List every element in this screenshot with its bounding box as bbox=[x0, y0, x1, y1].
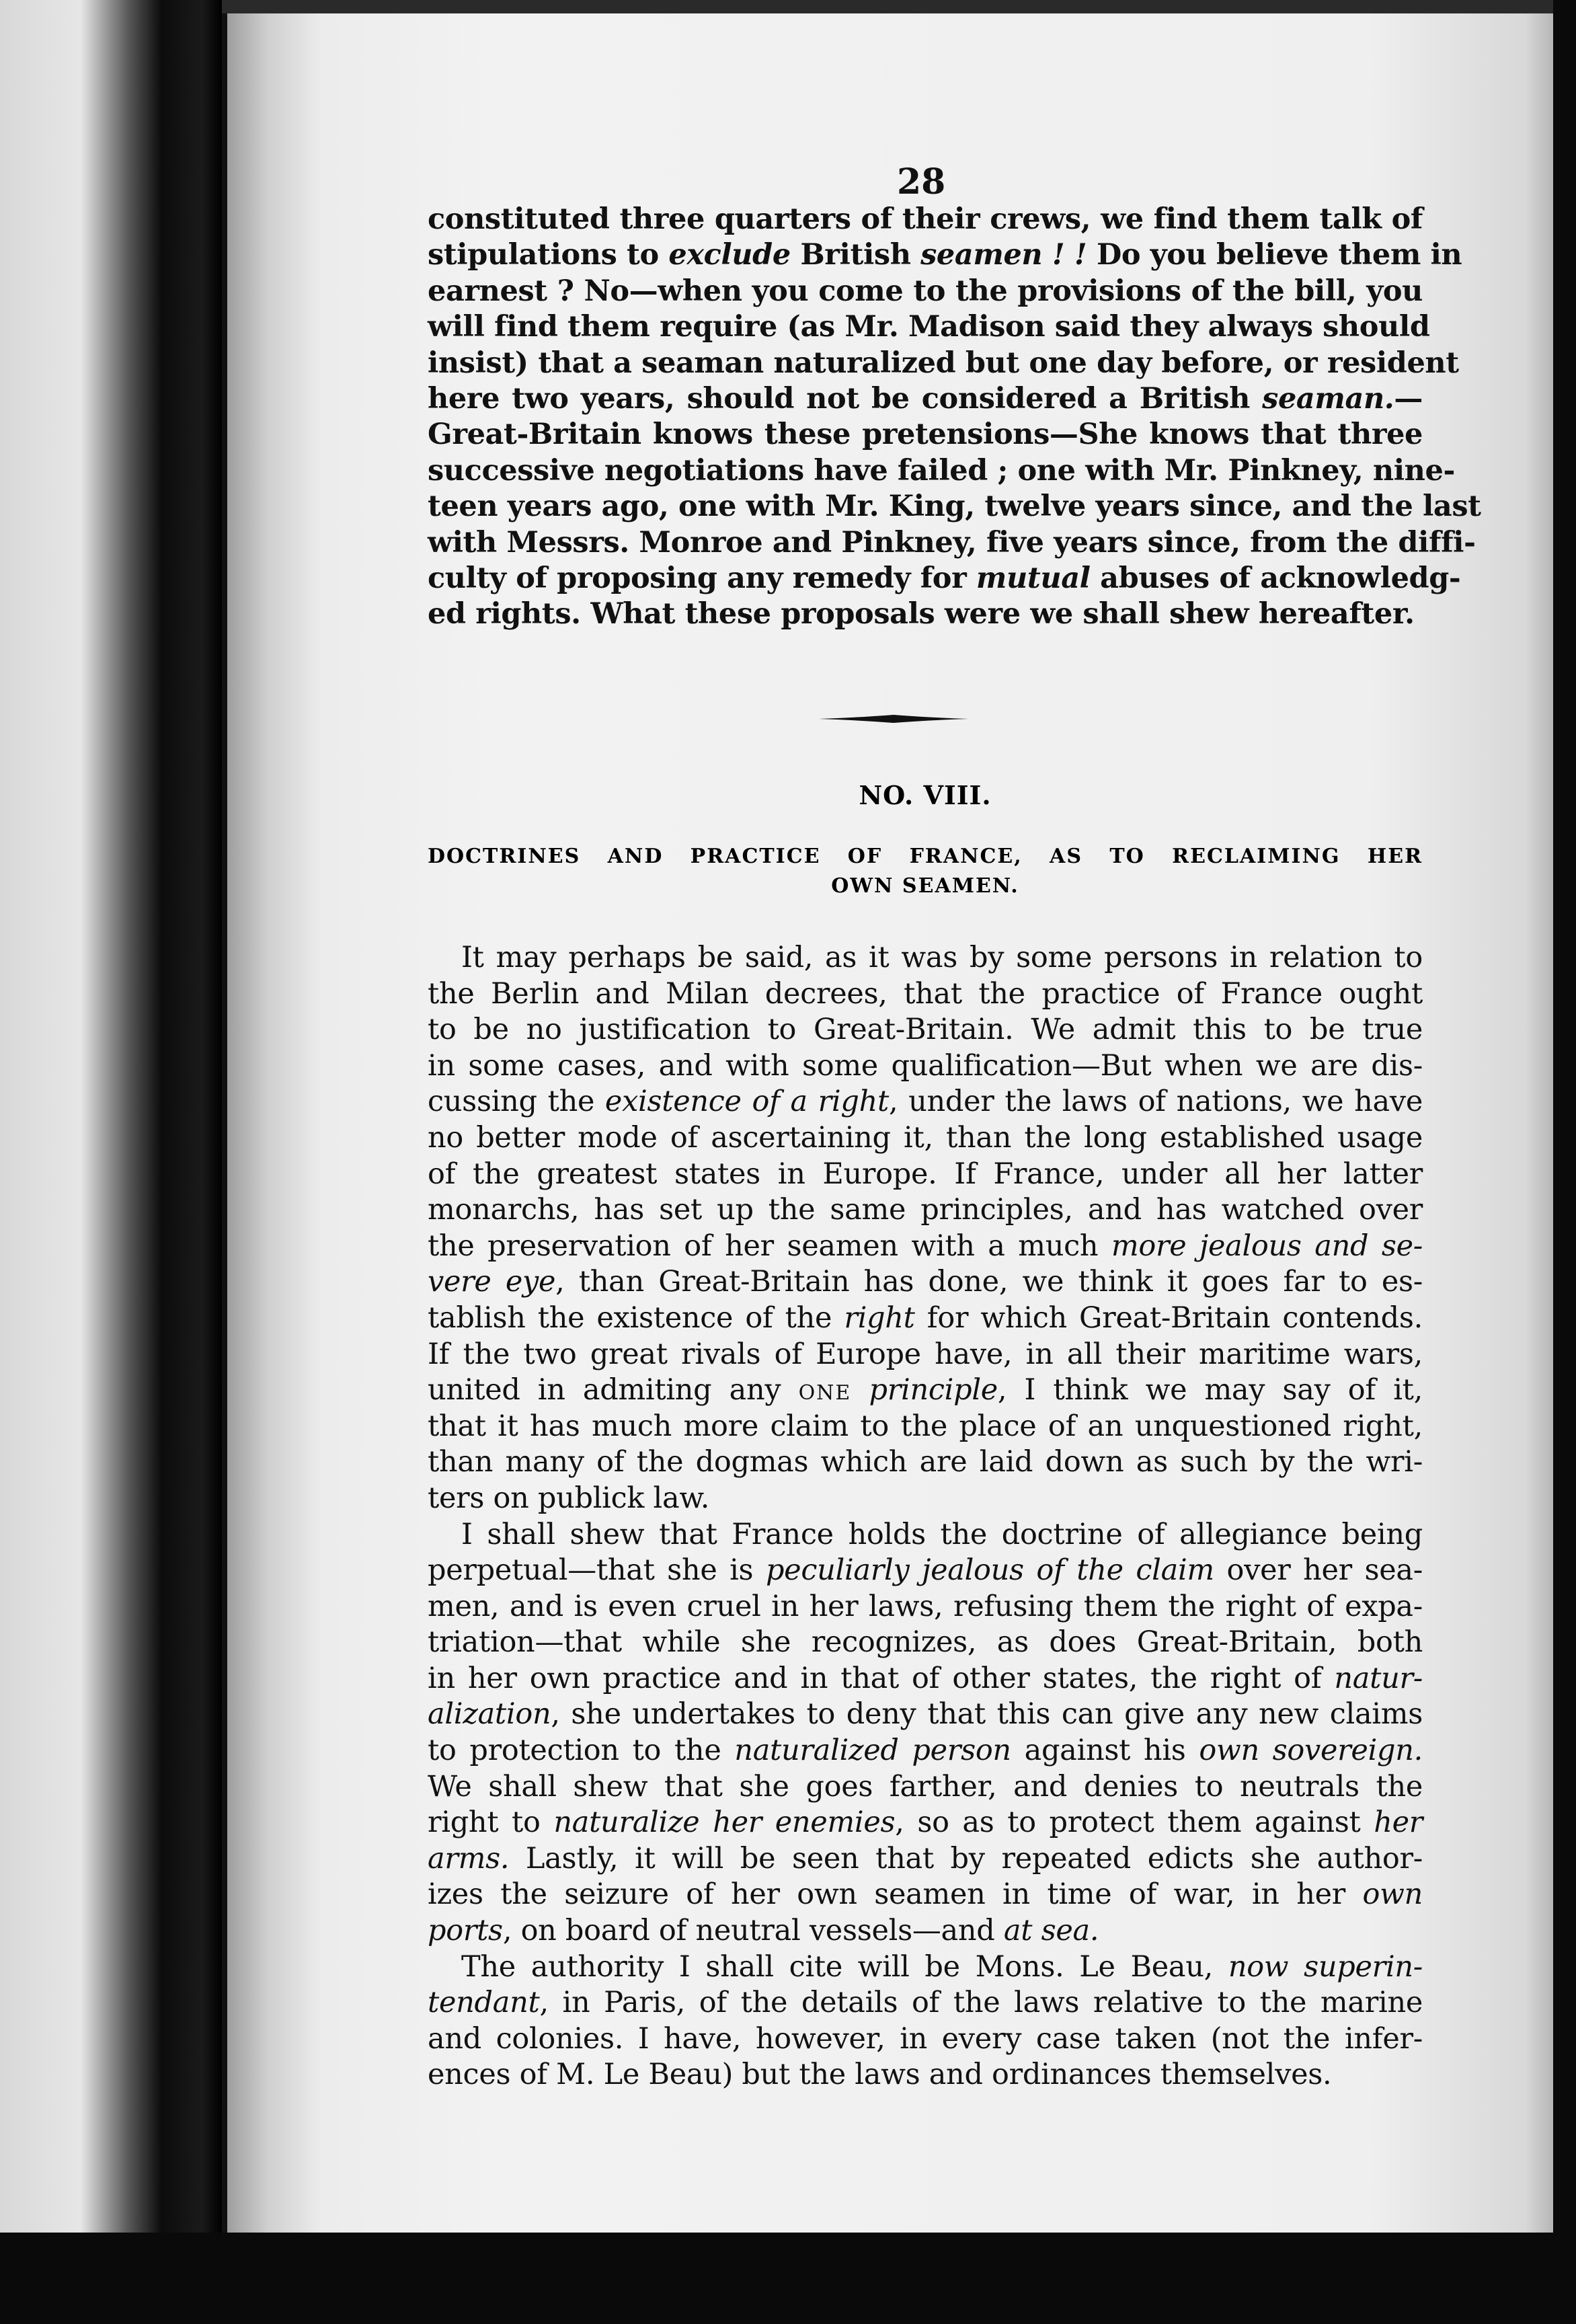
text-line bbox=[428, 1553, 1423, 1589]
text-line bbox=[428, 1841, 1423, 1877]
text-run: united in admiting any bbox=[428, 1373, 799, 1407]
text-line bbox=[428, 1877, 1423, 1913]
section-number-heading: NO. VIII. bbox=[859, 780, 992, 810]
text-line bbox=[428, 1048, 1423, 1085]
text-run: ters on publick law. bbox=[428, 1481, 710, 1515]
italic-text: alization bbox=[428, 1697, 551, 1732]
text-line bbox=[428, 1120, 1423, 1157]
italic-text: right bbox=[844, 1301, 915, 1335]
right-margin-edge bbox=[1553, 0, 1576, 2324]
text-run: , on board of neutral vessels—and bbox=[502, 1914, 1004, 1948]
text-run: , in Paris, of the details of the laws relative to the marine bbox=[539, 1986, 1423, 2020]
italic-text: existence of a right bbox=[604, 1085, 889, 1119]
text-run: , she undertakes to deny that this can give any new claims bbox=[551, 1697, 1423, 1732]
book-gutter bbox=[0, 0, 222, 2324]
text-line bbox=[428, 1913, 1423, 1949]
bottom-margin-edge bbox=[0, 2233, 1576, 2324]
section-divider-rule bbox=[819, 714, 968, 724]
text-line bbox=[428, 1409, 1423, 1445]
text-line bbox=[428, 1301, 1423, 1337]
small-caps-text: one bbox=[798, 1373, 852, 1407]
text-run: will find them require (as Mr. Madison said they always should bbox=[428, 310, 1430, 344]
text-run: Do you believe them in bbox=[1087, 238, 1462, 272]
italic-text: tendant bbox=[428, 1986, 540, 2020]
text-line bbox=[428, 561, 1461, 596]
text-run: in her own practice and in that of other states, the right of bbox=[428, 1661, 1335, 1695]
text-run: perpetual—that she is bbox=[428, 1553, 766, 1588]
text-run: , than Great-Britain has done, we think it goes far to es- bbox=[555, 1265, 1423, 1299]
section-title-line-1: DOCTRINES AND PRACTICE OF FRANCE, AS TO RECLAIMING HER bbox=[428, 845, 1423, 868]
text-line bbox=[428, 2057, 1423, 2093]
text-run: and colonies. I have, however, in every case taken (not the infer- bbox=[428, 2021, 1423, 2056]
text-run: the preservation of her seamen with a much bbox=[428, 1229, 1111, 1263]
text-run: teen years ago, one with Mr. King, twelve years since, and the last bbox=[428, 490, 1481, 524]
page-number: 28 bbox=[897, 161, 946, 202]
italic-text: own bbox=[1362, 1877, 1423, 1912]
text-run: I shall shew that France holds the doctrine of allegiance being bbox=[461, 1517, 1423, 1551]
italic-text: her bbox=[1374, 1806, 1423, 1840]
text-run: in some cases, and with some qualification—But when we are dis- bbox=[428, 1048, 1423, 1083]
text-line bbox=[428, 1769, 1423, 1806]
text-line bbox=[428, 346, 1459, 381]
text-line bbox=[428, 1949, 1423, 1986]
italic-text: naturalize her enemies bbox=[553, 1806, 896, 1840]
italic-text: principle bbox=[869, 1373, 998, 1407]
section-body-text bbox=[428, 940, 1423, 2093]
text-run: culty of proposing any remedy for bbox=[428, 561, 976, 596]
text-run: than many of the dogmas which are laid down as such by the wri- bbox=[428, 1445, 1423, 1479]
text-run: for which Great-Britain contends. bbox=[914, 1301, 1423, 1335]
text-line bbox=[428, 1697, 1423, 1733]
text-line bbox=[428, 525, 1476, 561]
text-line bbox=[428, 1372, 1423, 1409]
text-run: over her sea- bbox=[1214, 1553, 1423, 1588]
text-run: earnest ? No—when you come to the provisions of the bill, you bbox=[428, 274, 1423, 308]
text-run: It may perhaps be said, as it was by some persons in relation to bbox=[461, 941, 1423, 974]
italic-text: natur- bbox=[1334, 1661, 1423, 1695]
text-run bbox=[851, 1373, 869, 1407]
text-line bbox=[428, 1589, 1423, 1625]
text-run: tablish the existence of the bbox=[428, 1301, 844, 1335]
text-run: ed rights. What these proposals were we shall shew hereafter. bbox=[428, 597, 1415, 631]
text-line bbox=[428, 381, 1423, 417]
text-line bbox=[428, 1192, 1423, 1229]
text-line bbox=[428, 274, 1423, 309]
text-run: right to bbox=[428, 1806, 554, 1840]
text-run: constituted three quarters of their crews, we find them talk of bbox=[428, 202, 1423, 236]
text-line bbox=[428, 489, 1481, 525]
italic-text: peculiarly jealous of the claim bbox=[765, 1553, 1214, 1588]
text-run: that it has much more claim to the place of an unquestioned right, bbox=[428, 1409, 1423, 1443]
text-line bbox=[428, 202, 1423, 237]
text-run: of the greatest states in Europe. If France, under all her latter bbox=[428, 1157, 1423, 1191]
text-line bbox=[428, 1444, 1423, 1481]
text-run: against his bbox=[1011, 1734, 1199, 1768]
text-line bbox=[428, 1229, 1423, 1265]
text-line bbox=[428, 1733, 1423, 1769]
text-run: British bbox=[790, 238, 921, 272]
text-run: the Berlin and Milan decrees, that the practice of France ought bbox=[428, 976, 1423, 1011]
text-line bbox=[428, 1157, 1423, 1193]
section-title bbox=[428, 842, 1423, 901]
text-line bbox=[428, 309, 1430, 345]
text-run: Lastly, it will be seen that by repeated edicts she author- bbox=[509, 1841, 1423, 1875]
text-line bbox=[428, 1985, 1423, 2021]
text-run: to protection to the bbox=[428, 1734, 735, 1768]
text-line bbox=[428, 1264, 1423, 1301]
text-line bbox=[428, 1625, 1423, 1661]
text-run: triation—that while she recognizes, as does Great-Britain, both bbox=[428, 1625, 1423, 1660]
text-line bbox=[428, 976, 1423, 1013]
text-run: no better mode of ascertaining it, than the long established usage bbox=[428, 1120, 1423, 1155]
text-run: , I think we may say of it, bbox=[997, 1373, 1423, 1407]
text-run: ences of M. Le Beau) but the laws and ordinances themselves. bbox=[428, 2058, 1332, 2092]
italic-text: mutual bbox=[976, 561, 1091, 596]
text-line bbox=[428, 940, 1423, 976]
continued-paragraph bbox=[428, 202, 1481, 633]
text-run: — bbox=[1394, 382, 1423, 416]
section-title-line-2: OWN SEAMEN. bbox=[831, 874, 1019, 898]
text-line bbox=[428, 596, 1423, 632]
text-line bbox=[428, 453, 1455, 489]
text-run: monarchs, has set up the same principles, and has watched over bbox=[428, 1193, 1423, 1227]
text-run: , so as to protect them against bbox=[895, 1806, 1374, 1840]
text-run: insist) that a seaman naturalized but one day before, or resident bbox=[428, 346, 1459, 380]
text-line bbox=[428, 1661, 1423, 1697]
italic-text: naturalized person bbox=[734, 1734, 1011, 1768]
text-line bbox=[428, 1012, 1423, 1048]
text-run: with Messrs. Monroe and Pinkney, five years since, from the diffi- bbox=[428, 525, 1476, 559]
text-run: successive negotiations have failed ; one with Mr. Pinkney, nine- bbox=[428, 453, 1455, 488]
text-line bbox=[428, 1517, 1423, 1553]
text-line bbox=[428, 417, 1423, 453]
italic-text: seaman. bbox=[1262, 382, 1394, 416]
text-run: The authority I shall cite will be Mons. Le Beau, bbox=[461, 1949, 1228, 1984]
italic-text: seamen ! ! bbox=[920, 238, 1087, 272]
text-run: izes the seizure of her own seamen in time of war, in her bbox=[428, 1877, 1363, 1912]
text-run: abuses of acknowledg- bbox=[1090, 561, 1461, 596]
text-run: If the two great rivals of Europe have, in all their maritime wars, bbox=[428, 1337, 1423, 1371]
text-run: stipulations to bbox=[428, 238, 669, 272]
text-line bbox=[428, 1337, 1423, 1373]
text-run: to be no justification to Great-Britain. We admit this to be true bbox=[428, 1013, 1423, 1047]
text-run: men, and is even cruel in her laws, refusing them the right of expa- bbox=[428, 1589, 1423, 1623]
italic-text: exclude bbox=[668, 238, 791, 272]
text-run: , under the laws of nations, we have bbox=[888, 1085, 1423, 1119]
italic-text: own sovereign. bbox=[1199, 1734, 1423, 1768]
text-run: We shall shew that she goes farther, and denies to neutrals the bbox=[428, 1769, 1423, 1804]
text-run: here two years, should not be considered a British bbox=[428, 382, 1263, 416]
text-line bbox=[428, 1084, 1423, 1120]
italic-text: now superin- bbox=[1228, 1949, 1423, 1984]
text-line bbox=[428, 1805, 1423, 1841]
text-line bbox=[428, 1481, 1423, 1517]
text-run: cussing the bbox=[428, 1085, 605, 1119]
italic-text: ports bbox=[428, 1914, 503, 1948]
italic-text: arms. bbox=[428, 1841, 510, 1875]
italic-text: vere eye bbox=[428, 1265, 556, 1299]
text-line bbox=[428, 237, 1462, 273]
italic-text: at sea. bbox=[1003, 1914, 1099, 1948]
italic-text: more jealous and se- bbox=[1111, 1229, 1423, 1263]
text-run: Great-Britain knows these pretensions—She knows that three bbox=[428, 418, 1423, 452]
text-line bbox=[428, 2021, 1423, 2058]
